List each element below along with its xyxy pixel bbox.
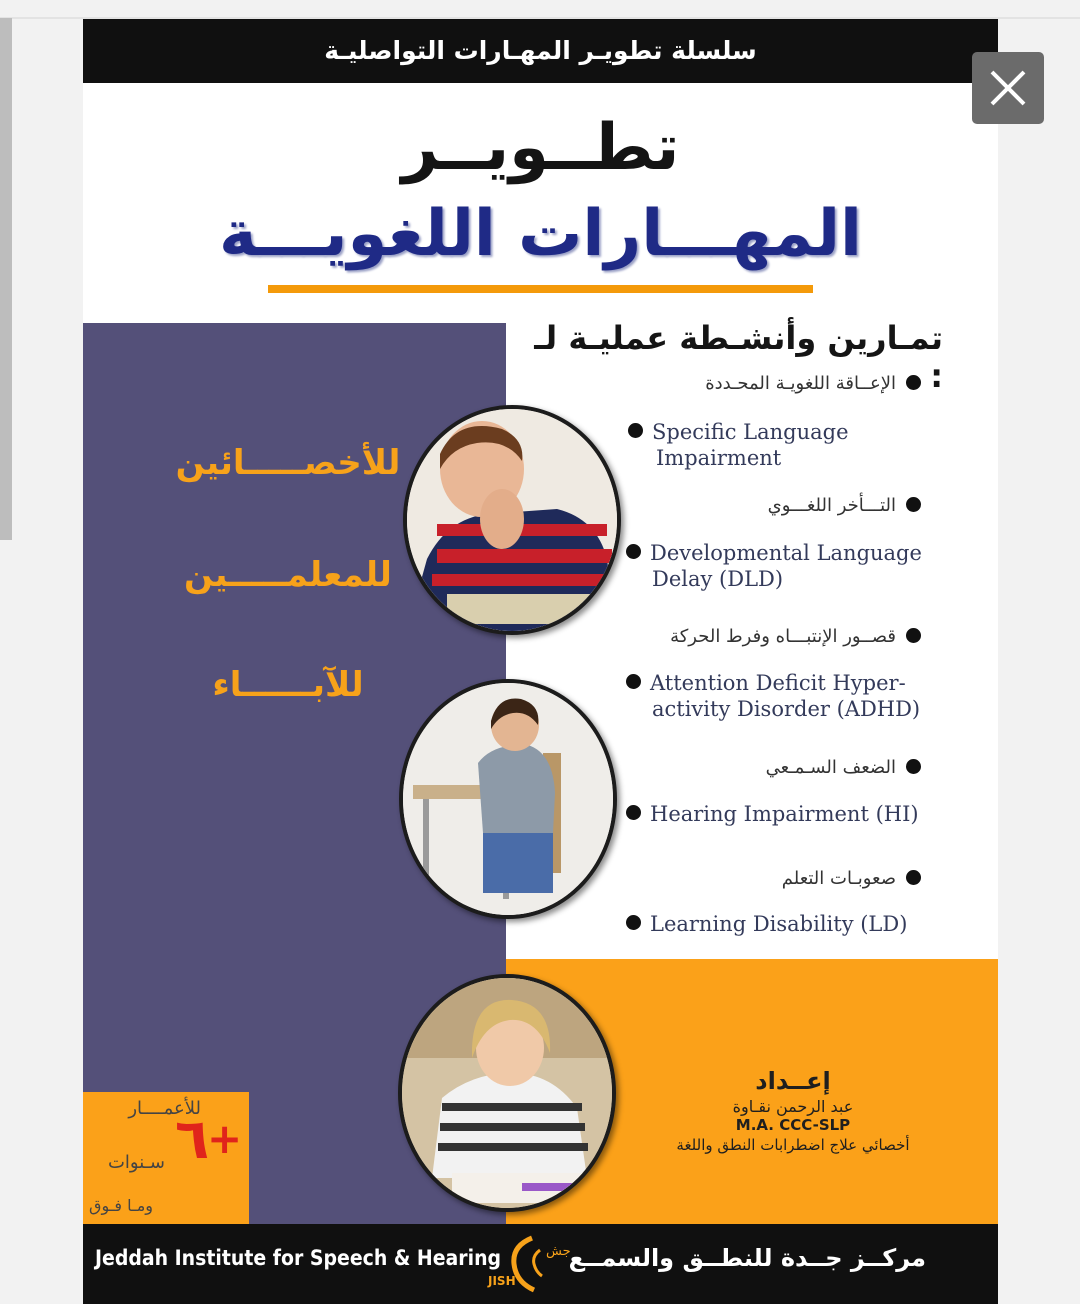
bullet-icon	[626, 805, 641, 820]
topic-3-english: Attention Deficit Hyper- activity Disorder (ADHD)	[626, 670, 976, 722]
child-leaning-illustration	[407, 409, 617, 631]
bullet-icon	[626, 915, 641, 930]
title-line-2: المهـــارات اللغويـــة	[219, 197, 862, 271]
close-button[interactable]	[972, 52, 1044, 124]
logo-arabic-text: جش	[546, 1244, 571, 1259]
series-title: سلسلة تطويـر المهـارات التواصليـة	[83, 19, 998, 83]
audience-parents: للآبــــــاء	[212, 665, 364, 705]
title-underline	[268, 285, 813, 293]
audience-specialists: للأخصـــــائين	[175, 443, 401, 483]
author-role: أخصائي علاج اضطرابات النطق واللغة	[676, 1136, 910, 1154]
bullet-icon	[906, 375, 921, 390]
topic-1-arabic: الإعــاقة اللغويـة المحـددة	[643, 373, 921, 394]
topic-3-arabic: قصــور الإنتبـــاه وفرط الحركة	[643, 626, 921, 647]
publisher-footer	[83, 1224, 998, 1304]
topic-4-english: Hearing Impairment (HI)	[626, 801, 976, 827]
topic-2-arabic: التـــأخر اللغـــوي	[643, 495, 921, 516]
child-photo-2	[399, 679, 617, 919]
age-label-3: ومـا فـوق	[89, 1196, 153, 1215]
topic-4-arabic: الضعف السـمـعي	[643, 757, 921, 778]
close-icon[interactable]	[972, 52, 1044, 124]
child-writing-illustration	[403, 683, 613, 915]
topic-5-arabic: صعوبـات التعلم	[643, 868, 921, 889]
topic-2-english: Developmental Language Delay (DLD)	[626, 540, 976, 592]
bullet-icon	[626, 544, 641, 559]
girl-drawing-illustration	[402, 978, 612, 1208]
bullet-icon	[906, 497, 921, 512]
age-number: ٦	[175, 1107, 210, 1172]
age-label-2: سـنوات	[107, 1152, 165, 1173]
age-badge	[83, 1092, 249, 1224]
publisher-arabic: مركــز جــدة للنطــق والسمــع	[568, 1244, 926, 1272]
subtitle: تمـارين وأنشـطة عمليـة لـ :	[534, 319, 943, 395]
book-cover	[83, 19, 998, 1304]
bullet-icon	[906, 759, 921, 774]
age-label-1: للأعمــــار	[128, 1098, 201, 1119]
author-degrees: M.A. CCC-SLP	[735, 1116, 851, 1134]
bullet-icon	[906, 870, 921, 885]
audience-teachers: للمعلمـــــين	[184, 555, 392, 595]
child-photo-3	[398, 974, 616, 1212]
topic-5-english: Learning Disability (LD)	[626, 911, 976, 937]
prepared-by-label: إعــداد	[755, 1067, 831, 1095]
jish-logo	[488, 1232, 571, 1296]
bullet-icon	[906, 628, 921, 643]
bullet-icon	[626, 674, 641, 689]
viewer-scrollbar[interactable]	[0, 18, 12, 540]
author-block	[643, 1067, 943, 1154]
title-line-1: تطــويــر	[401, 111, 680, 185]
bullet-icon	[628, 423, 643, 438]
publisher-english: Jeddah Institute for Speech & Hearing	[95, 1246, 502, 1270]
author-name: عبد الرحمن نقـاوة	[732, 1097, 854, 1116]
age-plus: +	[207, 1114, 243, 1163]
child-photo-1	[403, 405, 621, 635]
topic-1-english: Specific Language Impairment	[628, 419, 968, 471]
logo-jish-text: JISH	[488, 1274, 516, 1288]
